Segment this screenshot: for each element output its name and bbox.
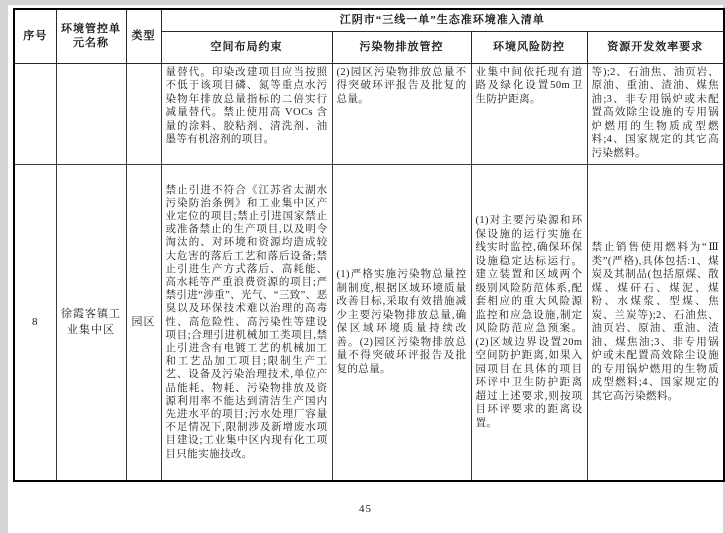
col-header-resource-efficiency: 资源开发效率要求 <box>587 31 724 63</box>
cell-environmental-risk: 业集中间依托现有道路及绿化设置50m卫生防护距离。 <box>471 63 587 164</box>
cell-pollutant-emission: (1)严格实施污染物总量控制制度,根据区域环境质量改善目标,采取有效措施减少主要污染物排放总量,确保区域环境质量持续改善。(2)园区污染物排放总量不得突破环评报告及批复的总量。 <box>332 164 471 481</box>
col-header-unit-name: 环境管控单元名称 <box>56 9 126 63</box>
cell-spatial-layout: 量替代。印染改建项目应当按照不低于该项目磷、氮等重点水污染物年排放总量指标的二倍实行减量替代。禁止使用高 VOCs 含量的涂料、胶粘剂、清洗剂、油墨等有机溶剂的项目。 <box>161 63 332 164</box>
merged-header-title: 江阴市“三线一单”生态准环境准入清单 <box>161 9 724 31</box>
cell-spatial-layout: 禁止引进不符合《江苏省太湖水污染防治条例》和工业集中区产业定位的项目;禁止引进国家禁止或准备禁止的生产项目,以及明令淘汰的、对环境和资源均造成较大危害的落后工艺和落后设备;禁止引进生产方式落后、高耗能、高水耗等严重浪费资源的项目;严禁引进“涉重”、光气、“三致”、恶臭以及环保技术难以治理的高毒性、高危险性、高污染性等建设项目;合理引进机械加工类项目,禁止引进含有电镀工艺的机械加工和工艺品加工项目;限制生产工艺、设备及污染治理技术,单位产品能耗、物耗、污染物排放及资源利用率不能达到清洁生产国内先进水平的项目;污水处理厂容量不足情况下,限制涉及新增废水项目建设;工业集中区内现有化工项目只能实施技改。 <box>161 164 332 481</box>
cell-resource-efficiency: 禁止销售使用燃料为“Ⅲ类”(严格),具体包括:1、煤炭及其制品(包括原煤、散煤、煤矸石、煤泥、煤粉、水煤浆、型煤、焦炭、兰炭等);2、石油焦、油页岩、原油、重油、渣油、煤焦油;3、非专用锅炉或未配置高效除尘设施的专用锅炉燃用的生物质成型燃料;4、国家规定的其它高污染燃料。 <box>587 164 724 481</box>
cell-type: 园区 <box>126 164 161 481</box>
header-row-merged <box>14 9 724 31</box>
access-list-table <box>13 8 725 482</box>
cell-unit-name <box>56 63 126 164</box>
cell-resource-efficiency: 等);2、石油焦、油页岩、原油、重油、渣油、煤焦油;3、非专用锅炉或未配置高效除尘设施的专用锅炉燃用的生物质成型燃料;4、国家规定的其它高污染燃料。 <box>587 63 724 164</box>
cell-serial: 8 <box>14 164 56 481</box>
col-header-environmental-risk: 环境风险防控 <box>471 31 587 63</box>
col-header-type: 类型 <box>126 9 161 63</box>
table-row-unit-8 <box>14 164 724 481</box>
cell-pollutant-emission: (2)园区污染物排放总量不得突破环评报告及批复的总量。 <box>332 63 471 164</box>
cell-type <box>126 63 161 164</box>
table-row-continuation <box>14 63 724 164</box>
cell-unit-name: 徐霞客镇工业集中区 <box>56 164 126 481</box>
cell-serial <box>14 63 56 164</box>
page-number: 45 <box>359 503 372 515</box>
cell-environmental-risk: (1)对主要污染源和环保设施的运行实施在线实时监控,确保环保设施稳定达标运行。建立装置和区域两个级别风险防范体系,配套相应的重大风险源监控和应急设施,制定风险防范应急预案。(2)区域边界设置20m空间防护距离,如果入园项目在具体的项目环评中卫生防护距离超过上述要求,则按项目环评要求的距离设置。 <box>471 164 587 481</box>
col-header-pollutant-emission: 污染物排放管控 <box>332 31 471 63</box>
col-header-spatial-layout: 空间布局约束 <box>161 31 332 63</box>
document-page <box>8 5 723 533</box>
col-header-serial: 序号 <box>14 9 56 63</box>
